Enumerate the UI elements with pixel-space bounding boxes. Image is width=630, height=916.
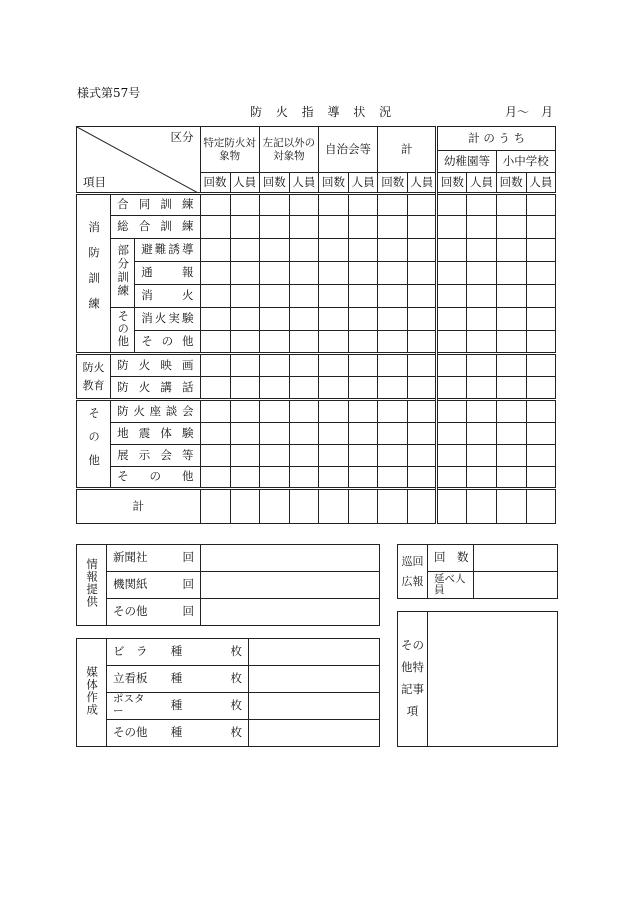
cell[interactable] bbox=[526, 445, 555, 467]
cell[interactable] bbox=[289, 467, 318, 489]
group-media: 媒体作成 bbox=[77, 639, 107, 747]
corner-cell bbox=[77, 127, 201, 194]
cell[interactable] bbox=[467, 467, 496, 489]
media-label: ポスター bbox=[107, 693, 153, 720]
cell[interactable] bbox=[200, 262, 230, 285]
cell[interactable] bbox=[259, 262, 289, 285]
cell[interactable] bbox=[437, 354, 467, 377]
cell[interactable] bbox=[496, 467, 526, 489]
cell[interactable] bbox=[200, 377, 230, 400]
info-label: 機関紙 bbox=[107, 572, 154, 599]
cell[interactable] bbox=[378, 423, 408, 445]
media-kind: 種 bbox=[153, 693, 201, 720]
cell[interactable] bbox=[230, 467, 259, 489]
cell[interactable] bbox=[378, 262, 408, 285]
cell[interactable] bbox=[378, 239, 408, 262]
sub-header-people: 人員 bbox=[408, 173, 437, 194]
sub-header-people: 人員 bbox=[289, 173, 318, 194]
cell[interactable] bbox=[378, 308, 408, 331]
cell[interactable] bbox=[259, 354, 289, 377]
sub-header-people: 人員 bbox=[526, 173, 555, 194]
page-title: 防 火 指 導 状 況 bbox=[250, 105, 397, 119]
group-info: 情報提供 bbox=[77, 545, 107, 626]
row-label: 防 火 映 画 bbox=[111, 354, 200, 377]
patrol-people-label: 延べ人員 bbox=[428, 572, 474, 599]
patrol-count-value[interactable] bbox=[474, 545, 558, 572]
cell[interactable] bbox=[200, 489, 230, 524]
month-range: 月～ 月 bbox=[505, 105, 554, 119]
cell[interactable] bbox=[526, 377, 555, 400]
cell[interactable] bbox=[496, 239, 526, 262]
cell[interactable] bbox=[378, 400, 408, 423]
row-label: 避難誘導 bbox=[135, 239, 200, 262]
cell[interactable] bbox=[526, 216, 555, 239]
cell[interactable] bbox=[349, 400, 378, 423]
sub-header-people: 人員 bbox=[467, 173, 496, 194]
cell[interactable] bbox=[349, 423, 378, 445]
cell[interactable] bbox=[230, 377, 259, 400]
cell[interactable] bbox=[408, 445, 437, 467]
cell[interactable] bbox=[200, 308, 230, 331]
cell[interactable] bbox=[200, 400, 230, 423]
cell[interactable] bbox=[318, 400, 348, 423]
cell[interactable] bbox=[289, 354, 318, 377]
cell[interactable] bbox=[378, 216, 408, 239]
cell[interactable] bbox=[318, 445, 348, 467]
row-label: 合 同 訓 練 bbox=[111, 194, 200, 216]
cell[interactable] bbox=[259, 308, 289, 331]
cell[interactable] bbox=[289, 331, 318, 354]
cell[interactable] bbox=[349, 308, 378, 331]
cell[interactable] bbox=[496, 194, 526, 216]
cell[interactable] bbox=[437, 216, 467, 239]
media-unit: 枚 bbox=[201, 639, 249, 666]
cell[interactable] bbox=[349, 331, 378, 354]
cell[interactable] bbox=[289, 262, 318, 285]
cell[interactable] bbox=[259, 285, 289, 308]
cell[interactable] bbox=[526, 194, 555, 216]
group-bubun-kunren: 部分訓練 bbox=[111, 239, 135, 308]
media-unit: 枚 bbox=[201, 666, 249, 693]
cell[interactable] bbox=[230, 194, 259, 216]
row-label: 消 火 bbox=[135, 285, 200, 308]
cell[interactable] bbox=[349, 467, 378, 489]
cell[interactable] bbox=[437, 445, 467, 467]
group-patrol: 巡回広報 bbox=[398, 545, 428, 599]
cell[interactable] bbox=[200, 445, 230, 467]
cell[interactable] bbox=[318, 423, 348, 445]
cell[interactable] bbox=[289, 489, 318, 524]
cell[interactable] bbox=[496, 216, 526, 239]
cell[interactable] bbox=[467, 423, 496, 445]
sub-header-count: 回数 bbox=[496, 173, 526, 194]
cell[interactable] bbox=[289, 423, 318, 445]
media-label: ビ ラ bbox=[107, 639, 153, 666]
cell[interactable] bbox=[437, 262, 467, 285]
notes-label: その他特記事項 bbox=[398, 612, 428, 747]
group-shobo-kunren: 消防訓練 bbox=[77, 194, 111, 354]
cell[interactable] bbox=[200, 239, 230, 262]
cell[interactable] bbox=[496, 489, 526, 524]
cell[interactable] bbox=[408, 262, 437, 285]
cell[interactable] bbox=[467, 262, 496, 285]
info-label: 新聞社 bbox=[107, 545, 154, 572]
media-value[interactable] bbox=[249, 666, 380, 693]
cell[interactable] bbox=[467, 354, 496, 377]
col-header-sakki-igai: 左記以外の対象物 bbox=[259, 127, 318, 173]
cell[interactable] bbox=[526, 400, 555, 423]
cell[interactable] bbox=[318, 285, 348, 308]
cell[interactable] bbox=[230, 216, 259, 239]
info-unit: 回 bbox=[154, 545, 201, 572]
cell[interactable] bbox=[318, 377, 348, 400]
cell[interactable] bbox=[230, 331, 259, 354]
cell[interactable] bbox=[230, 262, 259, 285]
cell[interactable] bbox=[230, 400, 259, 423]
cell[interactable] bbox=[318, 308, 348, 331]
cell[interactable] bbox=[289, 285, 318, 308]
cell[interactable] bbox=[378, 331, 408, 354]
cell[interactable] bbox=[408, 400, 437, 423]
cell[interactable] bbox=[289, 308, 318, 331]
cell[interactable] bbox=[437, 377, 467, 400]
cell[interactable] bbox=[259, 331, 289, 354]
cell[interactable] bbox=[467, 331, 496, 354]
media-kind: 種 bbox=[153, 666, 201, 693]
cell[interactable] bbox=[349, 285, 378, 308]
cell[interactable] bbox=[526, 262, 555, 285]
corner-label-top: 区分 bbox=[170, 130, 194, 144]
cell[interactable] bbox=[349, 194, 378, 216]
patrol-people-value[interactable] bbox=[474, 572, 558, 599]
row-label: 通 報 bbox=[135, 262, 200, 285]
row-label: 消火実験 bbox=[135, 308, 200, 331]
sub-header-people: 人員 bbox=[349, 173, 378, 194]
cell[interactable] bbox=[200, 194, 230, 216]
cell[interactable] bbox=[526, 467, 555, 489]
cell[interactable] bbox=[378, 285, 408, 308]
cell[interactable] bbox=[526, 354, 555, 377]
form-number: 様式第57号 bbox=[77, 86, 141, 100]
sub-header-people: 人員 bbox=[230, 173, 259, 194]
cell[interactable] bbox=[259, 377, 289, 400]
cell[interactable] bbox=[467, 308, 496, 331]
sub-header-count: 回数 bbox=[259, 173, 289, 194]
col-header-kei: 計 bbox=[378, 127, 437, 173]
cell[interactable] bbox=[349, 445, 378, 467]
cell[interactable] bbox=[408, 285, 437, 308]
sub-header-count: 回数 bbox=[378, 173, 408, 194]
media-value[interactable] bbox=[249, 693, 380, 720]
cell[interactable] bbox=[349, 262, 378, 285]
col-header-tokutei: 特定防火対象物 bbox=[200, 127, 259, 173]
cell[interactable] bbox=[318, 262, 348, 285]
cell[interactable] bbox=[437, 194, 467, 216]
info-label: その他 bbox=[107, 599, 154, 626]
cell[interactable] bbox=[289, 377, 318, 400]
media-kind: 種 bbox=[153, 720, 201, 747]
col-header-kei-no-uchi: 計 の う ち bbox=[437, 127, 556, 151]
patrol-pr-table bbox=[397, 544, 558, 599]
cell[interactable] bbox=[437, 239, 467, 262]
cell[interactable] bbox=[230, 308, 259, 331]
cell[interactable] bbox=[526, 239, 555, 262]
cell[interactable] bbox=[318, 239, 348, 262]
row-label: 防 火 講 話 bbox=[111, 377, 200, 400]
cell[interactable] bbox=[496, 377, 526, 400]
cell[interactable] bbox=[289, 400, 318, 423]
cell[interactable] bbox=[378, 377, 408, 400]
cell[interactable] bbox=[378, 445, 408, 467]
row-label: そ の 他 bbox=[135, 331, 200, 354]
cell[interactable] bbox=[200, 467, 230, 489]
cell[interactable] bbox=[467, 239, 496, 262]
col-header-jichikai: 自治会等 bbox=[318, 127, 377, 173]
cell[interactable] bbox=[408, 216, 437, 239]
media-label: その他 bbox=[107, 720, 153, 747]
cell[interactable] bbox=[318, 331, 348, 354]
cell[interactable] bbox=[259, 445, 289, 467]
cell[interactable] bbox=[378, 467, 408, 489]
cell[interactable] bbox=[259, 194, 289, 216]
cell[interactable] bbox=[496, 354, 526, 377]
cell[interactable] bbox=[230, 489, 259, 524]
cell[interactable] bbox=[378, 194, 408, 216]
group-sonota: その他 bbox=[77, 400, 111, 489]
info-unit: 回 bbox=[154, 572, 201, 599]
info-provision-table bbox=[76, 544, 380, 626]
cell[interactable] bbox=[496, 445, 526, 467]
cell[interactable] bbox=[318, 216, 348, 239]
cell[interactable] bbox=[200, 354, 230, 377]
cell[interactable] bbox=[526, 423, 555, 445]
row-label: 防火座談会 bbox=[111, 400, 200, 423]
cell[interactable] bbox=[259, 239, 289, 262]
sub-header-count: 回数 bbox=[318, 173, 348, 194]
cell[interactable] bbox=[349, 354, 378, 377]
row-label: 総 合 訓 練 bbox=[111, 216, 200, 239]
media-value[interactable] bbox=[249, 639, 380, 666]
cell[interactable] bbox=[318, 354, 348, 377]
cell[interactable] bbox=[496, 400, 526, 423]
cell[interactable] bbox=[259, 489, 289, 524]
cell[interactable] bbox=[408, 489, 437, 524]
cell[interactable] bbox=[467, 400, 496, 423]
cell[interactable] bbox=[408, 331, 437, 354]
cell[interactable] bbox=[467, 216, 496, 239]
cell[interactable] bbox=[259, 423, 289, 445]
media-unit: 枚 bbox=[201, 720, 249, 747]
row-label: 展 示 会 等 bbox=[111, 445, 200, 467]
cell[interactable] bbox=[230, 354, 259, 377]
cell[interactable] bbox=[496, 308, 526, 331]
cell[interactable] bbox=[526, 489, 555, 524]
cell[interactable] bbox=[437, 285, 467, 308]
info-value[interactable] bbox=[201, 572, 380, 599]
cell[interactable] bbox=[349, 239, 378, 262]
info-value[interactable] bbox=[201, 599, 380, 626]
sub-header-count: 回数 bbox=[200, 173, 230, 194]
cell[interactable] bbox=[437, 489, 467, 524]
cell[interactable] bbox=[467, 489, 496, 524]
media-label: 立看板 bbox=[107, 666, 153, 693]
notes-value[interactable] bbox=[428, 612, 558, 747]
cell[interactable] bbox=[259, 467, 289, 489]
cell[interactable] bbox=[378, 489, 408, 524]
cell[interactable] bbox=[318, 194, 348, 216]
cell[interactable] bbox=[408, 354, 437, 377]
cell[interactable] bbox=[289, 194, 318, 216]
cell[interactable] bbox=[349, 216, 378, 239]
info-unit: 回 bbox=[154, 599, 201, 626]
cell[interactable] bbox=[496, 285, 526, 308]
cell[interactable] bbox=[318, 489, 348, 524]
cell[interactable] bbox=[437, 423, 467, 445]
row-label: 地 震 体 験 bbox=[111, 423, 200, 445]
col-header-youchien: 幼稚園等 bbox=[437, 151, 496, 173]
cell[interactable] bbox=[349, 489, 378, 524]
cell[interactable] bbox=[467, 445, 496, 467]
cell[interactable] bbox=[230, 285, 259, 308]
patrol-count-label: 回 数 bbox=[428, 545, 474, 572]
cell[interactable] bbox=[200, 216, 230, 239]
cell[interactable] bbox=[496, 262, 526, 285]
media-value[interactable] bbox=[249, 720, 380, 747]
cell[interactable] bbox=[496, 423, 526, 445]
media-creation-table bbox=[76, 638, 380, 747]
cell[interactable] bbox=[378, 354, 408, 377]
cell[interactable] bbox=[408, 239, 437, 262]
group-boka-kyoiku: 防火教育 bbox=[77, 354, 111, 400]
cell[interactable] bbox=[526, 285, 555, 308]
cell[interactable] bbox=[200, 423, 230, 445]
cell[interactable] bbox=[408, 423, 437, 445]
cell[interactable] bbox=[259, 216, 289, 239]
col-header-shochu: 小中学校 bbox=[496, 151, 555, 173]
cell[interactable] bbox=[408, 377, 437, 400]
notes-table bbox=[397, 611, 558, 747]
sub-header-count: 回数 bbox=[437, 173, 467, 194]
cell[interactable] bbox=[467, 377, 496, 400]
cell[interactable] bbox=[349, 377, 378, 400]
cell[interactable] bbox=[230, 423, 259, 445]
row-label: そ の 他 bbox=[111, 467, 200, 489]
media-kind: 種 bbox=[153, 639, 201, 666]
cell[interactable] bbox=[200, 285, 230, 308]
cell[interactable] bbox=[526, 308, 555, 331]
info-value[interactable] bbox=[201, 545, 380, 572]
cell[interactable] bbox=[230, 239, 259, 262]
cell[interactable] bbox=[437, 308, 467, 331]
cell[interactable] bbox=[437, 400, 467, 423]
guidance-table bbox=[76, 126, 556, 524]
cell[interactable] bbox=[408, 467, 437, 489]
cell[interactable] bbox=[289, 216, 318, 239]
media-unit: 枚 bbox=[201, 693, 249, 720]
cell[interactable] bbox=[230, 445, 259, 467]
cell[interactable] bbox=[408, 194, 437, 216]
cell[interactable] bbox=[467, 194, 496, 216]
cell[interactable] bbox=[437, 331, 467, 354]
cell[interactable] bbox=[289, 445, 318, 467]
cell[interactable] bbox=[408, 308, 437, 331]
cell[interactable] bbox=[200, 331, 230, 354]
cell[interactable] bbox=[259, 400, 289, 423]
cell[interactable] bbox=[467, 285, 496, 308]
cell[interactable] bbox=[318, 467, 348, 489]
cell[interactable] bbox=[526, 331, 555, 354]
cell[interactable] bbox=[289, 239, 318, 262]
cell[interactable] bbox=[496, 331, 526, 354]
group-sonota-small: その他 bbox=[111, 308, 135, 354]
corner-label-bottom: 項目 bbox=[83, 174, 106, 189]
cell[interactable] bbox=[437, 467, 467, 489]
row-total-label: 計 bbox=[77, 489, 201, 524]
